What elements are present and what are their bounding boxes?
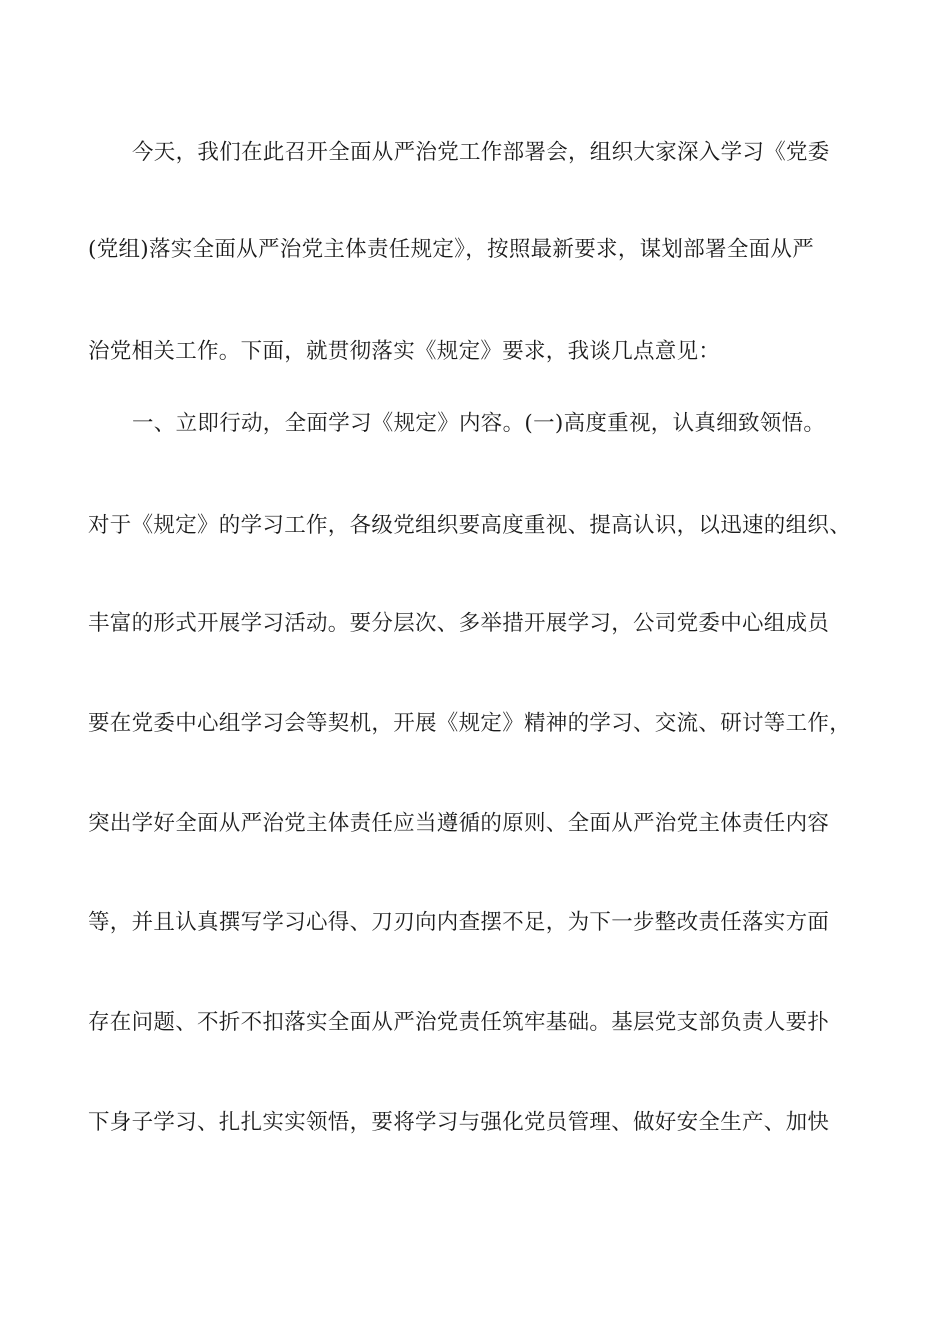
section-heading-line: 一、立即行动，全面学习《规定》内容。(一)高度重视，认真细致领悟。 <box>132 411 826 436</box>
paragraph-line-10: 存在问题、不折不扣落实全面从严治党责任筑牢基础。基层党支部负责人要扑 <box>88 1010 830 1035</box>
paragraph-line-2: (党组)落实全面从严治党主体责任规定》，按照最新要求，谋划部署全面从严 <box>88 237 815 262</box>
paragraph-line-5: 对于《规定》的学习工作，各级党组织要高度重视、提高认识，以迅速的组织、 <box>88 513 852 538</box>
paragraph-line-11: 下身子学习、扎扎实实领悟，要将学习与强化党员管理、做好安全生产、加快 <box>88 1110 830 1135</box>
paragraph-line-8: 突出学好全面从严治党主体责任应当遵循的原则、全面从严治党主体责任内容 <box>88 811 830 836</box>
paragraph-line-3: 治党相关工作。下面，就贯彻落实《规定》要求，我谈几点意见： <box>88 339 721 364</box>
paragraph-line-7: 要在党委中心组学习会等契机，开展《规定》精神的学习、交流、研讨等工作， <box>88 711 852 736</box>
paragraph-line-9: 等，并且认真撰写学习心得、刀刃向内查摆不足，为下一步整改责任落实方面 <box>88 910 830 935</box>
paragraph-line-1: 今天，我们在此召开全面从严治党工作部署会，组织大家深入学习《党委 <box>132 140 830 165</box>
paragraph-line-6: 丰富的形式开展学习活动。要分层次、多举措开展学习，公司党委中心组成员 <box>88 611 830 636</box>
